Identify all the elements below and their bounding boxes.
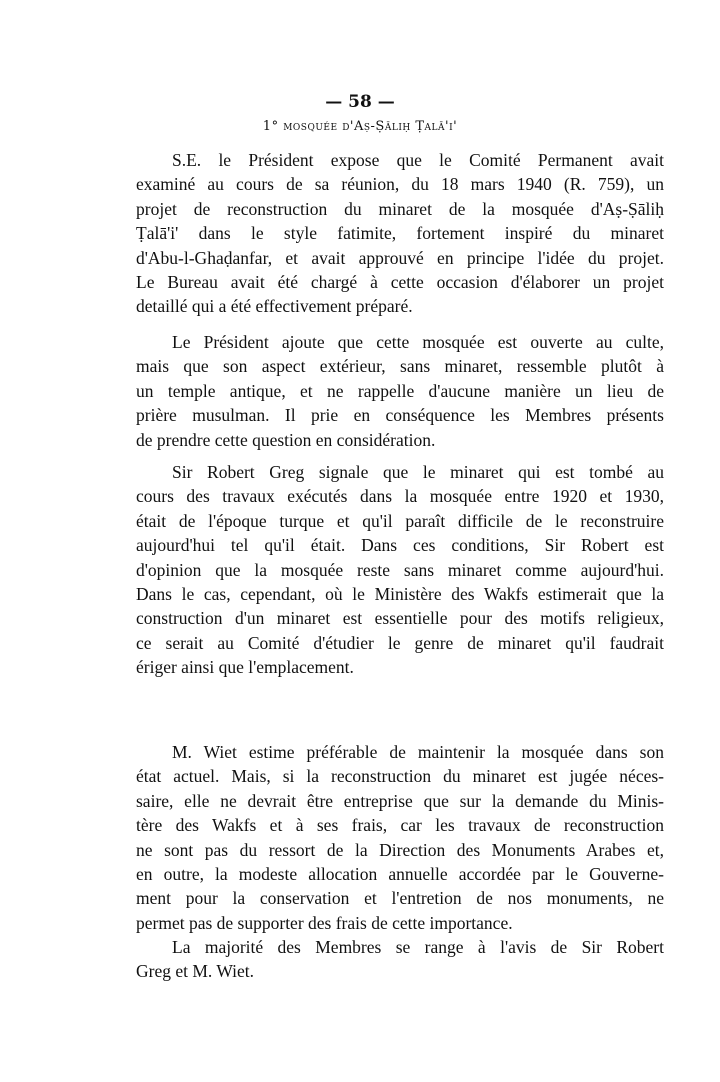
- text-line: Le Bureau avait été chargé à cette occasion d'élaborer un projet: [136, 271, 664, 292]
- text-line: saire, elle ne devrait être entreprise que sur la demande du Minis-: [136, 790, 664, 811]
- text-line: permet pas de supporter des frais de cette importance.: [136, 912, 513, 933]
- text-line: Ṭalā'i' dans le style fatimite, fortement inspiré du minaret: [136, 223, 664, 244]
- text-line: detaillé qui a été effectivement préparé.: [136, 296, 413, 317]
- text-line: un temple antique, et ne rappelle d'aucune manière un lieu de: [136, 380, 664, 401]
- text-line: d'Abu-l-Ghaḍanfar, et avait approuvé en principe l'idée du projet.: [136, 247, 664, 268]
- text-line: examiné au cours de sa réunion, du 18 mars 1940 (R. 759), un: [136, 174, 664, 195]
- text-line: S.E. le Président expose que le Comité Permanent avait: [172, 150, 664, 170]
- text-line: construction d'un minaret est essentielle pour des motifs religieux,: [136, 608, 664, 629]
- text-line: M. Wiet estime préférable de maintenir la mosquée dans son: [172, 742, 664, 762]
- text-line: mais que son aspect extérieur, sans minaret, ressemble plutôt à: [136, 356, 664, 377]
- text-line: La majorité des Membres se range à l'avis de Sir Robert: [172, 937, 664, 957]
- text-line: prière musulman. Il prie en conséquence les Membres présents: [136, 405, 664, 426]
- text-line: en outre, la modeste allocation annuelle accordée par le Gouverne-: [136, 863, 664, 884]
- paragraph: [136, 740, 664, 935]
- text-line: état actuel. Mais, si la reconstruction du minaret est jugée néces-: [136, 766, 664, 787]
- text-line: d'opinion que la mosquée reste sans minaret comme aujourd'hui.: [136, 559, 664, 580]
- text-line: projet de reconstruction du minaret de la mosquée d'Aṣ-Ṣāliḥ: [136, 198, 664, 219]
- page-number: — 58 —: [325, 92, 395, 112]
- text-line: était de l'époque turque et qu'il paraît difficile de le reconstruire: [136, 510, 664, 531]
- text-line: ne sont pas du ressort de la Direction des Monuments Arabes et,: [136, 839, 664, 860]
- text-line: Sir Robert Greg signale que le minaret qui est tombé au: [172, 462, 664, 482]
- paragraph: [136, 460, 664, 680]
- text-line: ment pour la conservation et l'entretion de nos monuments, ne: [136, 888, 664, 909]
- paragraph: [136, 935, 664, 984]
- text-line: ce serait au Comité d'étudier le genre de minaret qu'il faudrait: [136, 632, 664, 653]
- text-line: Le Président ajoute que cette mosquée est ouverte au culte,: [172, 332, 664, 352]
- paragraph: [136, 330, 664, 452]
- paragraph: [136, 148, 664, 319]
- section-title: 1° mosquée d'Aṣ-Ṣāliḥ Ṭalā'i': [262, 119, 458, 134]
- text-line: cours des travaux exécutés dans la mosquée entre 1920 et 1930,: [136, 486, 664, 507]
- text-line: de prendre cette question en considération.: [136, 429, 436, 450]
- text-line: ériger ainsi que l'emplacement.: [136, 657, 354, 678]
- text-line: aujourd'hui tel qu'il était. Dans ces conditions, Sir Robert est: [136, 535, 664, 556]
- text-line: tère des Wakfs et à ses frais, car les travaux de reconstruction: [136, 815, 664, 836]
- text-line: Dans le cas, cependant, où le Ministère des Wakfs estimerait que la: [136, 583, 664, 604]
- text-line: Greg et M. Wiet.: [136, 961, 255, 982]
